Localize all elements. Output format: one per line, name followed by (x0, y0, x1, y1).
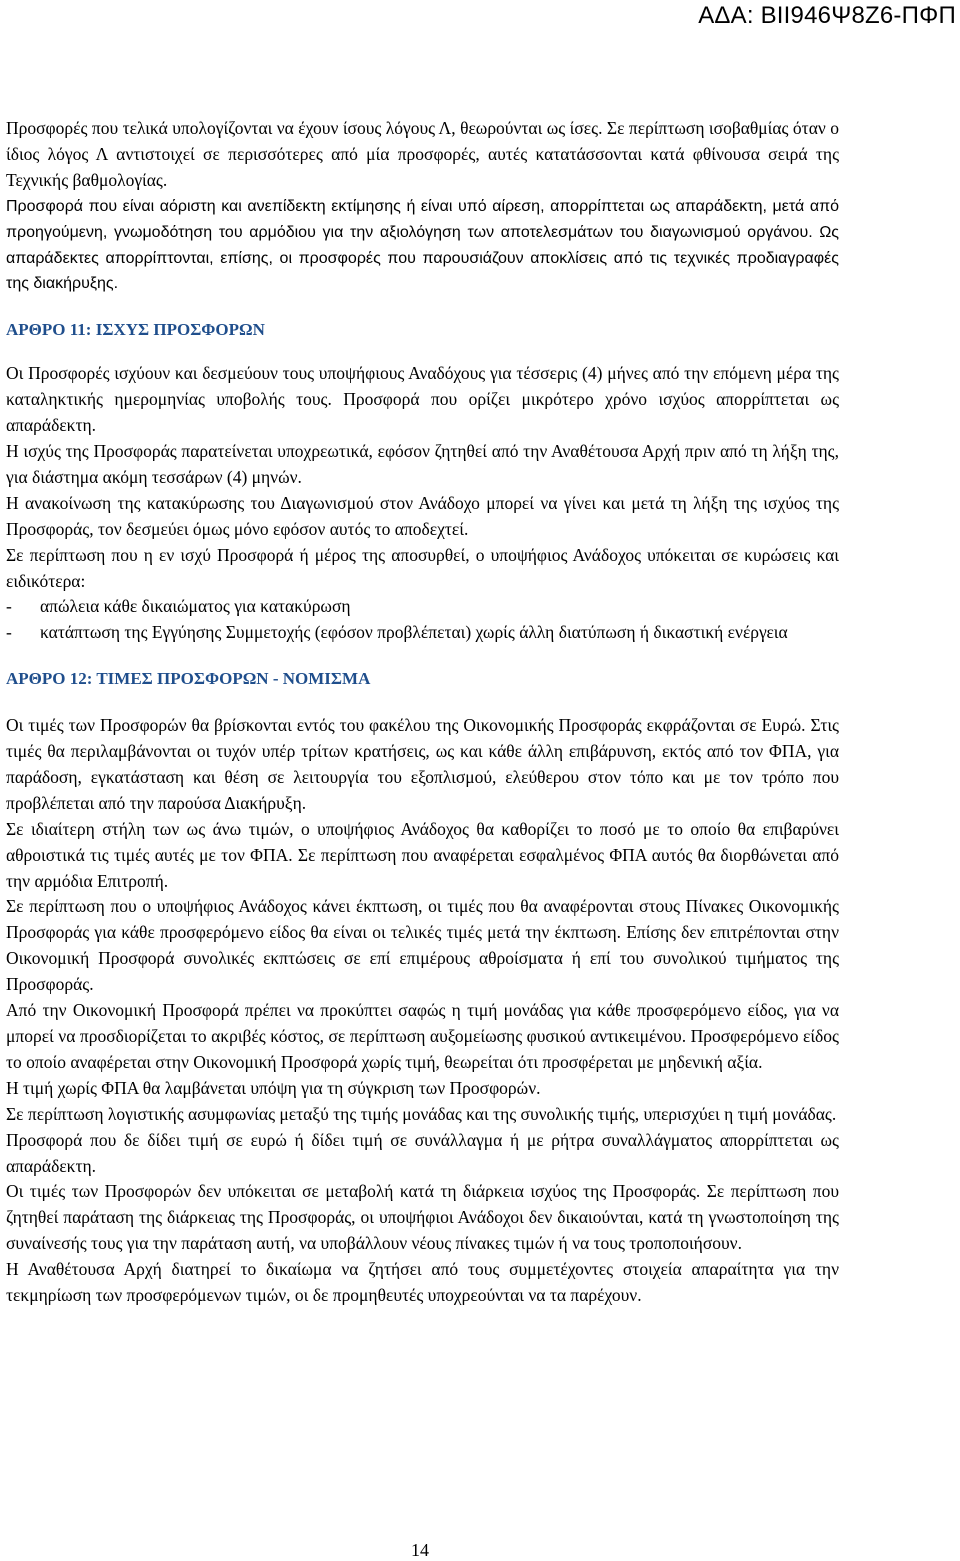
document-body (6, 116, 839, 1309)
article-11-paragraph: Η ισχύς της Προσφοράς παρατείνεται υποχρεωτικά, εφόσον ζητηθεί από την Αναθέτουσα Αρχή πριν από τη λήξη της, για διάστημα ακόμη τεσσάρων (4) μηνών. (6, 440, 839, 487)
list-item-text: κατάπτωση της Εγγύησης Συμμετοχής (εφόσον προβλέπεται) χωρίς άλλη διατύπωση ή δικαστική ενέργεια (40, 622, 788, 643)
intro-paragraph: Προσφορές που τελικά υπολογίζονται να έχουν ίσους λόγους Λ, θεωρούνται ως ίσες. Σε περίπτωση ισοβαθμίας όταν ο ίδιος λόγος Λ αντιστοιχεί σε περισσότερες από μία προσφορές, αυτές κατατάσσονται κατά φθίνουσα σειρά της Τεχνικής βαθμολογίας. (6, 118, 839, 190)
article-12-paragraph: Σε περίπτωση λογιστικής ασυμφωνίας μεταξύ της τιμής μονάδας και της συνολικής τιμής, υπερισχύει η τιμή μονάδας. (6, 1103, 837, 1124)
article-11-paragraph: Η ανακοίνωση της κατακύρωσης του Διαγωνισμού στον Ανάδοχο μπορεί να γίνει και μετά τη λήξη της ισχύος της Προσφοράς, τον δεσμεύει όμως μόνο εφόσον αυτός το αποδεχτεί. (6, 492, 839, 539)
article-12-paragraph: Σε περίπτωση που ο υποψήφιος Ανάδοχος κάνει έκπτωση, οι τιμές που θα αναφέρονται στους Πίνακες Οικονομικής Προσφοράς για κάθε προσφερόμενο είδος θα είναι οι τελικές τιμές μετά την έκπτωση. Επίσης δεν επιτρέπονται στην Οικονομική Προσφορά συνολικές εκπτώσεις σε επί επιμέρους αθροίσματα ή επί του συνολικού τιμήματος της Προσφοράς. (6, 896, 839, 995)
article-11-heading: ΑΡΘΡΟ 11: ΙΣΧΥΣ ΠΡΟΣΦΟΡΩΝ (6, 320, 265, 340)
article-12-paragraph: Από την Οικονομική Προσφορά πρέπει να προκύπτει σαφώς η τιμή μονάδας για κάθε προσφερόμενο είδος, για να μπορεί να προσδιορίζεται το ακριβές κόστος, σε περίπτωση αυξομείωσης φυσικού αντικειμένου. Προσφερόμενο είδος το οποίο αναφέρεται στην Οικονομική Προσφορά χωρίς τιμή, θεωρείται ότι προσφέρεται με μηδενική αξία. (6, 1000, 839, 1072)
list-item (6, 620, 839, 646)
article-11-paragraph: Οι Προσφορές ισχύουν και δεσμεύουν τους υποψήφιους Αναδόχους για τέσσερις (4) μήνες από την επόμενη μέρα της καταληκτικής ημερομηνίας υποβολής τους. Προσφορά που ορίζει μικρότερο χρόνο ισχύος απορρίπτεται ως απαράδεκτη. (6, 363, 839, 436)
article-12-paragraph: Προσφορά που δε δίδει τιμή σε ευρώ ή δίδει τιμή σε συνάλλαγμα ή με ρήτρα συναλλάγματος απορρίπτεται ως απαράδεκτη. (6, 1129, 839, 1176)
document-id-header: ΑΔΑ: ΒΙΙ946Ψ8Ζ6-ΠΦΠ (698, 2, 956, 29)
intro-paragraph: Προσφορά που είναι αόριστη και ανεπίδεκτη εκτίμησης ή είναι υπό αίρεση, απορρίπτεται ως απαράδεκτη, μετά από προηγούμενη, γνωμοδότηση του αρμόδιου για την αξιολόγηση των αποτελεσμάτων του διαγωνισμού οργάνου. Ως απαράδεκτες απορρίπτονται, επίσης, οι προσφορές που παρουσιάζουν αποκλίσεις από τις τεχνικές προδιαγραφές της διακήρυξης. (6, 197, 839, 293)
list-marker: - (6, 596, 12, 617)
article-12-heading: ΑΡΘΡΟ 12: ΤΙΜΕΣ ΠΡΟΣΦΟΡΩΝ - ΝΟΜΙΣΜΑ (6, 669, 371, 689)
page-number: 14 (411, 1540, 429, 1560)
article-12-paragraph: Οι τιμές των Προσφορών δεν υπόκειται σε μεταβολή κατά τη διάρκεια ισχύος της Προσφοράς. Σε περίπτωση που ζητηθεί παράταση της διάρκειας της Προσφοράς, οι υποψήφιοι Ανάδοχοι δεν δικαιούνται, κατά τη γνωστοποίηση της συναίνεσής τους για την παράταση αυτή, να υποβάλλουν νέους πίνακες τιμών ή να τους τροποποιήσουν. (6, 1181, 839, 1254)
list-item-text: απώλεια κάθε δικαιώματος για κατακύρωση (40, 596, 351, 617)
article-11-paragraph: Σε περίπτωση που η εν ισχύ Προσφορά ή μέρος της αποσυρθεί, ο υποψήφιος Ανάδοχος υπόκειται σε κυρώσεις και ειδικότερα: (6, 544, 839, 591)
list-marker: - (6, 622, 12, 643)
article-12-paragraph: Η Αναθέτουσα Αρχή διατηρεί το δικαίωμα να ζητήσει από τους συμμετέχοντες στοιχεία απαραίτητα για την τεκμηρίωση των προσφερόμενων τιμών, οι δε προμηθευτές υποχρεούνται να τα παρέχουν. (6, 1259, 839, 1306)
article-12-paragraph: Οι τιμές των Προσφορών θα βρίσκονται εντός του φακέλου της Οικονομικής Προσφοράς εκφράζονται σε Ευρώ. Στις τιμές θα περιλαμβάνονται οι τυχόν υπέρ τρίτων κρατήσεις, ως και κάθε άλλη επιβάρυνση, εκτός από τον ΦΠΑ, για παράδοση, εγκατάσταση και θέση σε λειτουργία του εξοπλισμού, ελεύθερου στον τόπο και με τον τρόπο που προβλέπεται από την παρούσα Διακήρυξη. (6, 715, 839, 813)
article-12-paragraph: Η τιμή χωρίς ΦΠΑ θα λαμβάνεται υπόψη για τη σύγκριση των Προσφορών. (6, 1077, 541, 1098)
article-12-paragraph: Σε ιδιαίτερη στήλη των ως άνω τιμών, ο υποψήφιος Ανάδοχος θα καθορίζει το ποσό με το οποίο θα επιβαρύνει αθροιστικά τις τιμές αυτές με τον ΦΠΑ. Σε περίπτωση που αναφέρεται εσφαλμένος ΦΠΑ αυτός θα διορθώνεται από την αρμόδια Επιτροπή. (6, 818, 839, 891)
list-item (6, 594, 839, 620)
